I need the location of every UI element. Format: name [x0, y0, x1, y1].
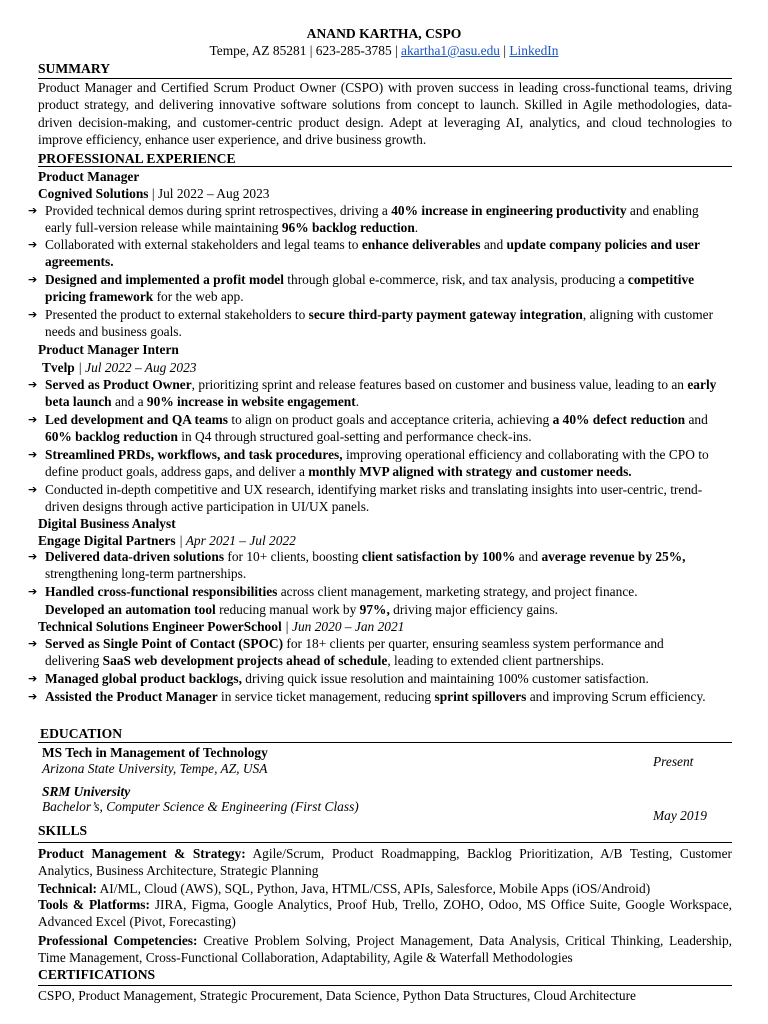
- arrow-bullet-icon: ➔: [28, 637, 38, 650]
- linkedin-link[interactable]: LinkedIn: [509, 43, 559, 58]
- email-link[interactable]: akartha1@asu.edu: [401, 43, 500, 58]
- education-date: May 2019: [653, 808, 707, 823]
- bullet-item: ➔ Presented the product to external stakeholders to secure third-party payment gateway integration, aligning with customer needs and business goals.: [28, 307, 714, 340]
- job-title: Product Manager: [38, 169, 140, 184]
- bullet-item: ➔ Collaborated with external stakeholders and legal teams to enhance deliverables and update company policies and user agreements.: [28, 237, 700, 270]
- bullet-item: ➔ Provided technical demos during sprint retrospectives, driving a 40% increase in engineering productivity and enabling early full-version release while maintaining 96% backlog reduction.: [28, 203, 699, 236]
- job-title: Technical Solutions Engineer PowerSchool | Jun 2020 – Jan 2021: [38, 619, 405, 634]
- bullet-item: ➔ Streamlined PRDs, workflows, and task procedures, improving operational efficiency and collaborating with the CPO to define product goals, address gaps, and deliver a monthly MVP aligned with strategy and customer needs.: [28, 447, 709, 480]
- bullet-item: ➔ Conducted in-depth competitive and UX research, identifying market risks and translating insights into user-centric, trend-driven designs through active participation in UI/UX panels.: [28, 482, 703, 515]
- skill-group: Professional Competencies: Creative Problem Solving, Project Management, Data Analysis, Critical Thinking, Leadership, Time Management, Cross-Functional Collaboration, Adaptability, Agile & Waterfall Methodologies: [38, 933, 732, 966]
- education-degree: MS Tech in Management of Technology: [42, 745, 268, 760]
- bullet-item: ➔ Designed and implemented a profit model through global e-commerce, risk, and tax analysis, producing a competitive pricing framework for the web app.: [28, 272, 695, 305]
- education-school: SRM University: [42, 784, 131, 799]
- bullet-item: ➔ Managed global product backlogs, driving quick issue resolution and maintaining 100% customer satisfaction.: [28, 671, 649, 686]
- skill-group: Technical: AI/ML, Cloud (AWS), SQL, Python, Java, HTML/CSS, APIs, Salesforce, Mobile Apps (iOS/Android): [38, 881, 651, 896]
- job-company-dates: [42, 359, 196, 376]
- job-dates: | Jul 2022 – Aug 2023: [148, 186, 270, 201]
- certifications-text: CSPO, Product Management, Strategic Procurement, Data Science, Python Data Structures, Cloud Architecture: [38, 988, 636, 1003]
- bullet-continuation: Developed an automation tool reducing manual work by 97%, driving major efficiency gains.: [45, 602, 558, 617]
- job-dates: | Apr 2021 – Jul 2022: [175, 533, 296, 548]
- arrow-bullet-icon: ➔: [28, 238, 38, 251]
- job-dates: | Jun 2020 – Jan 2021: [281, 619, 405, 634]
- bullet-item: ➔ Led development and QA teams to align on product goals and acceptance criteria, achieving a 40% defect reduction and 60% backlog reduction in Q4 through structured goal-setting and performance check-ins.: [28, 412, 708, 445]
- arrow-bullet-icon: ➔: [28, 413, 38, 426]
- job-title: Digital Business Analyst: [38, 516, 176, 531]
- arrow-bullet-icon: ➔: [28, 378, 38, 391]
- arrow-bullet-icon: ➔: [28, 690, 38, 703]
- company-name: Tvelp: [42, 360, 75, 375]
- candidate-name: ANAND KARTHA, CSPO: [306, 26, 462, 41]
- location-phone: Tempe, AZ 85281 | 623-285-3785 |: [209, 43, 402, 58]
- education-school: Arizona State University, Tempe, AZ, USA: [42, 761, 268, 776]
- job-company-dates: [38, 185, 270, 202]
- company-name: Cognived Solutions: [38, 186, 149, 201]
- certifications-heading: CERTIFICATIONS: [38, 967, 156, 982]
- section-divider: [38, 985, 732, 986]
- contact-line: [0, 42, 768, 59]
- job-title: Product Manager Intern: [38, 342, 179, 357]
- skills-heading: SKILLS: [38, 823, 88, 838]
- education-date: Present: [653, 754, 694, 769]
- arrow-bullet-icon: ➔: [28, 585, 38, 598]
- section-divider: [38, 166, 732, 167]
- bullet-item: ➔ Assisted the Product Manager in service ticket management, reducing sprint spillovers and improving Scrum efficiency.: [28, 689, 706, 704]
- arrow-bullet-icon: ➔: [28, 672, 38, 685]
- experience-heading: PROFESSIONAL EXPERIENCE: [38, 151, 236, 166]
- section-divider: [38, 842, 732, 843]
- arrow-bullet-icon: ➔: [28, 448, 38, 461]
- section-divider: [38, 742, 732, 743]
- arrow-bullet-icon: ➔: [28, 308, 38, 321]
- arrow-bullet-icon: ➔: [28, 483, 38, 496]
- bullet-item: ➔ Served as Single Point of Contact (SPOC) for 18+ clients per quarter, ensuring seamless system performance and delivering SaaS web development projects ahead of schedule, leading to extended client partnerships.: [28, 636, 664, 669]
- contact-separator: |: [499, 43, 510, 58]
- education-degree: Bachelor’s, Computer Science & Engineering (First Class): [42, 799, 359, 814]
- arrow-bullet-icon: ➔: [28, 273, 38, 286]
- summary-heading: SUMMARY: [38, 61, 111, 76]
- bullet-item: ➔ Served as Product Owner, prioritizing sprint and release features based on customer and business value, leading to an early beta launch and a 90% increase in website engagement.: [28, 377, 717, 410]
- bullet-item: ➔ Handled cross-functional responsibilities across client management, marketing strategy, and project finance.: [28, 584, 638, 599]
- job-company-dates: [38, 532, 296, 549]
- skill-group: Product Management & Strategy: Agile/Scrum, Product Roadmapping, Backlog Prioritization, A/B Testing, Customer Analytics, Business Architecture, Strategic Planning: [38, 846, 732, 879]
- company-name: Engage Digital Partners: [38, 533, 176, 548]
- bullet-item: ➔ Delivered data-driven solutions for 10+ clients, boosting client satisfaction by 100% and average revenue by 25%, strengthening long-term partnerships.: [28, 549, 686, 582]
- skill-group: Tools & Platforms: JIRA, Figma, Google Analytics, Proof Hub, Trello, ZOHO, Odoo, MS Office Suite, Google Workspace, Advanced Excel (Pivot, Forecasting): [38, 897, 732, 930]
- education-heading: EDUCATION: [40, 726, 123, 741]
- summary-text: Product Manager and Certified Scrum Product Owner (CSPO) with proven success in leading cross-functional teams, driving product strategy, and delivering innovative software solutions from concept to launch. Skilled in Agile methodologies, data-driven decision-making, and customer-centric product design. Adept at leveraging AI, analytics, and cloud technologies to improve efficiency, enhance user experience, and drive business growth.: [38, 80, 732, 148]
- arrow-bullet-icon: ➔: [28, 204, 38, 217]
- arrow-bullet-icon: ➔: [28, 550, 38, 563]
- job-dates: | Jul 2022 – Aug 2023: [74, 360, 197, 375]
